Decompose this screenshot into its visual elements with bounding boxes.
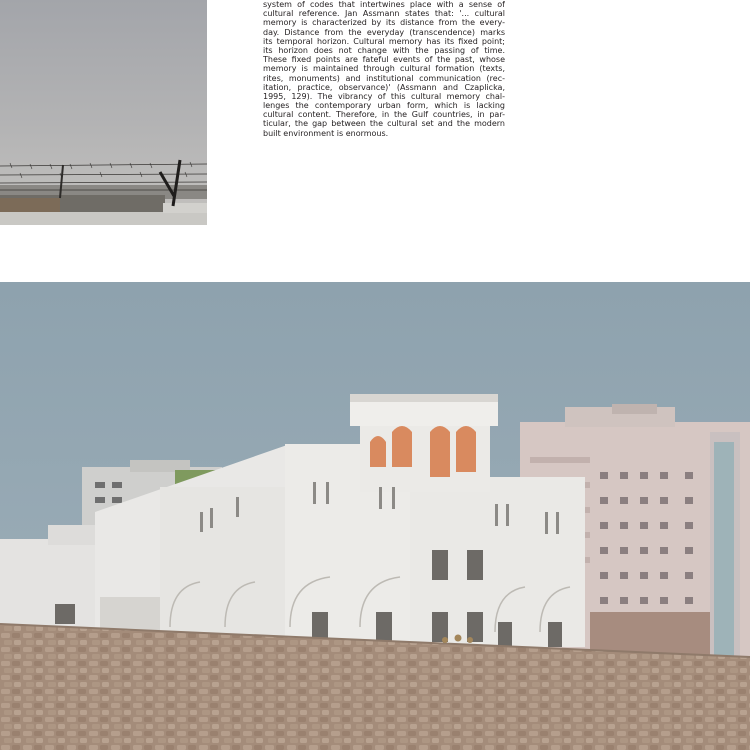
body-text-line: built environment is enormous. [263,128,389,138]
body-text-line: cultural reference. Jan Assmann states that: '... cultural [263,9,505,19]
body-text-line: memory is maintained through cultural formation (texts, [263,64,505,74]
body-text [263,0,505,175]
body-text-line: cultural content. Therefore, in the Gulf countries, in par- [263,110,505,120]
body-text-line: system of codes that intertwines place with a sense of [263,0,505,9]
body-text-line: lenges the contemporary urban form, which is lacking [263,101,505,111]
body-text-line: ticular, the gap between the cultural set and the modern [263,119,505,129]
body-text-line: its horizon does not change with the passing of time. [263,45,505,55]
body-text-line: These fixed points are fateful events of the past, whose [263,55,505,65]
body-text-line: 1995, 129). The vibrancy of this cultural memory chal- [263,91,505,101]
body-text-line: rites, monuments) and institutional communication (rec- [263,73,505,83]
body-text-line: itation, practice, observance)' (Assmann and Czaplicka, [263,82,505,92]
body-text-line: memory is characterized by its distance from the every- [263,18,505,28]
body-text-line: day. Distance from the everyday (transcendence) marks [263,27,505,37]
photo-heritage-building [0,282,750,750]
heritage-building-image [0,282,750,750]
barbed-wire-fence-image [0,0,207,225]
body-text-line: its temporal horizon. Cultural memory has its fixed point; [263,36,505,46]
photo-barbed-wire-fence [0,0,207,225]
